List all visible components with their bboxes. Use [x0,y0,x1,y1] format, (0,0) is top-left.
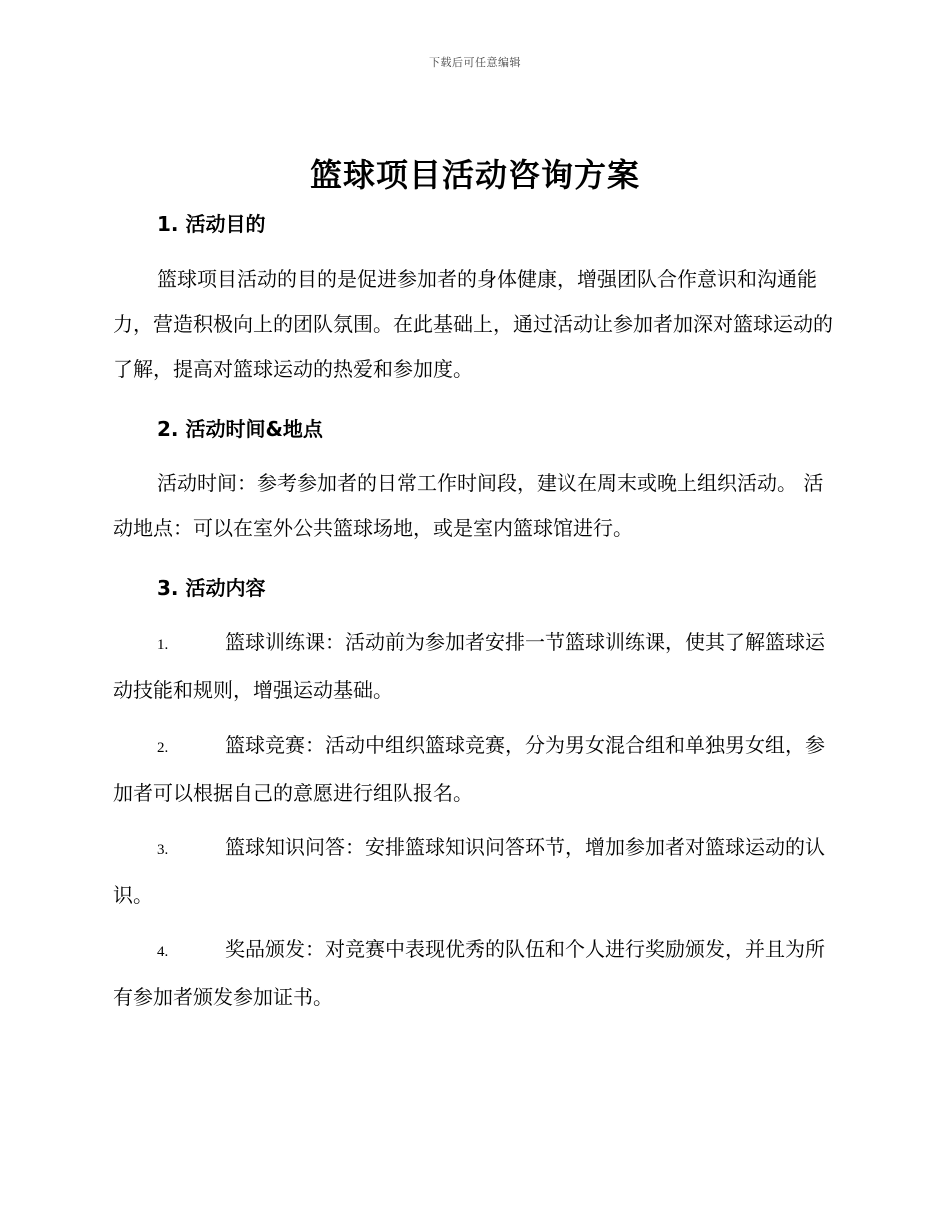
section-heading-content: 3. 活动内容 [157,576,266,600]
list-item-text: 奖品颁发：对竞赛中表现优秀的队伍和个人进行奖励颁发，并且为所有参加者颁发参加证书。 [113,937,825,1009]
list-item [113,927,843,1020]
list-item-text: 篮球训练课：活动前为参加者安排一节篮球训练课，使其了解篮球运动技能和规则，增强运动基础。 [113,630,825,702]
list-item-number: 2. [157,740,169,756]
list-item [113,825,843,918]
section-paragraph-purpose: 篮球项目活动的目的是促进参加者的身体健康，增强团队合作意识和沟通能力，营造积极向上的团队氛围。在此基础上，通过活动让参加者加深对篮球运动的了解，提高对篮球运动的热爱和参加度。 [113,267,833,381]
section-heading-time-location: 2. 活动时间&地点 [157,417,323,441]
list-item-number: 3. [157,842,169,858]
list-item [113,620,843,713]
list-item [113,723,843,816]
list-item-number: 1. [157,637,169,653]
list-item-text: 篮球知识问答：安排篮球知识问答环节，增加参加者对篮球运动的认识。 [113,835,825,907]
page-title: 篮球项目活动咨询方案 [309,156,640,194]
list-item-text: 篮球竞赛：活动中组织篮球竞赛，分为男女混合组和单独男女组，参加者可以根据自己的意愿进行组队报名。 [113,733,825,805]
section-heading-purpose: 1. 活动目的 [157,212,266,236]
section-paragraph-time-location: 活动时间：参考参加者的日常工作时间段，建议在周末或晚上组织活动。 活动地点：可以在室外公共篮球场地，或是室内篮球馆进行。 [113,471,824,540]
list-item-number: 4. [157,944,169,960]
header-note: 下载后可任意编辑 [429,56,521,69]
